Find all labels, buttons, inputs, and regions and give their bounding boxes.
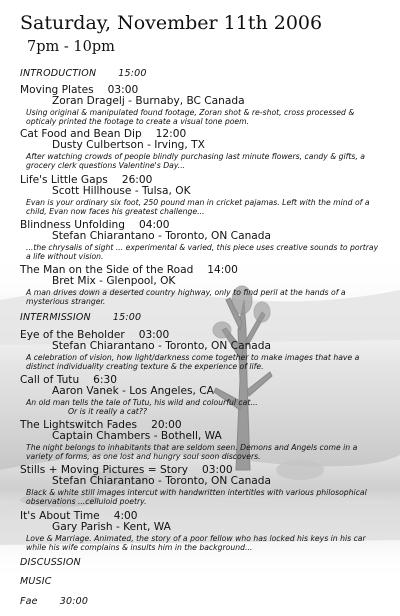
film-author: Bret Mix - Glenpool, OK (52, 275, 176, 287)
film-author: Aaron Vanek - Los Angeles, CA (52, 385, 214, 397)
film-title-text: Stills + Moving Pictures = Story (20, 464, 189, 476)
film-author: Stefan Chiarantano - Toronto, ON Canada (52, 340, 271, 352)
film-entry (20, 464, 390, 507)
section-time: 15:00 (112, 312, 142, 323)
film-author: Stefan Chiarantano - Toronto, ON Canada (52, 475, 271, 487)
film-duration: 03:00 (138, 329, 170, 341)
film-title-text: Cat Food and Bean Dip (20, 128, 142, 140)
section-label: MUSIC (20, 576, 52, 587)
film-entry (20, 174, 390, 217)
film-entry (20, 264, 390, 307)
film-title-text: Call of Tutu (20, 374, 80, 386)
film-entry (20, 419, 390, 462)
film-description: Black & white still images intercut with handwritten intertitles with various philosophical observations ...celluloid poetry. (26, 488, 367, 507)
film-author: Dusty Culbertson - Irving, TX (52, 139, 205, 151)
film-entry (20, 219, 390, 262)
film-description: Using original & manipulated found footage, Zoran shot & re-shot, cross processed & opticaly printed the footage to create a visual tone poem. (26, 108, 355, 127)
film-description: An old man tells the tale of Tutu, his wild and colourful cat... (26, 398, 258, 407)
section-label: DISCUSSION (20, 557, 81, 568)
film-entry (20, 374, 390, 417)
film-duration: 26:00 (121, 174, 153, 186)
film-title-text: The Lightswitch Fades (20, 419, 138, 431)
film-entry (20, 128, 390, 171)
film-duration: 12:00 (155, 128, 187, 140)
film-title-text: Blindness Unfolding (20, 219, 125, 231)
film-description: A celebration of vision, how light/darkness come together to make images that have a distinct individuality creating texture & the experience of life. (26, 353, 360, 372)
film-duration: 20:00 (151, 419, 182, 431)
section-introduction (20, 68, 147, 80)
section-label: INTERMISSION (20, 312, 91, 323)
film-duration: 4:00 (113, 510, 138, 522)
film-description-continued: Or is it really a cat?? (68, 407, 147, 417)
section-intermission (20, 312, 141, 324)
film-description: A man drives down a deserted country highway, only to find peril at the hands of a mysterious stranger. (26, 288, 346, 307)
section-fae (20, 596, 88, 608)
film-duration: 14:00 (207, 264, 238, 276)
film-title-text: Moving Plates (20, 84, 94, 96)
section-label: Fae (20, 596, 38, 607)
film-duration: 04:00 (138, 219, 170, 231)
film-author: Stefan Chiarantano - Toronto, ON Canada (52, 230, 271, 242)
film-author: Gary Parish - Kent, WA (52, 521, 171, 533)
event-hours: 7pm - 10pm (27, 39, 115, 55)
page-title: Saturday, November 11th 2006 (20, 12, 323, 34)
film-description: After watching crowds of people blindly purchasing last minute flowers, candy & gifts, a grocery clerk questions Valentine's Day... (26, 152, 365, 171)
film-title-text: Life's Little Gaps (20, 174, 108, 186)
film-description: Evan is your ordinary six foot, 250 pound man in cricket pajamas. Left with the mind of a child, Evan now faces his greatest challenge... (26, 198, 370, 217)
film-title-text: Eye of the Beholder (20, 329, 125, 341)
film-entry (20, 329, 390, 372)
film-duration: 03:00 (202, 464, 233, 476)
section-discussion (20, 557, 81, 569)
section-label: INTRODUCTION (20, 68, 97, 79)
film-author: Captain Chambers - Bothell, WA (52, 430, 222, 442)
section-time: 30:00 (59, 596, 89, 607)
film-author: Zoran Dragelj - Burnaby, BC Canada (52, 95, 245, 107)
film-title-text: It's About Time (20, 510, 100, 522)
film-description: The night belongs to inhabitants that are seldom seen. Demons and Angels come in a variety of forms, as one lost and hungry soul soon discovers. (26, 443, 358, 462)
film-description: ...the chrysalis of sight ... experimental & varied, this piece uses creative sounds to portray a life without vision. (26, 243, 379, 262)
section-music (20, 576, 52, 588)
film-description: Love & Marriage. Animated, the story of a poor fellow who has locked his keys in his car while his wife complains & insults him in the background... (26, 534, 366, 553)
film-entry (20, 84, 390, 127)
film-duration: 6:30 (93, 374, 117, 386)
film-duration: 03:00 (107, 84, 139, 96)
film-entry (20, 510, 390, 553)
film-author: Scott Hillhouse - Tulsa, OK (52, 185, 191, 197)
film-title-text: The Man on the Side of the Road (20, 264, 194, 276)
section-time: 15:00 (118, 68, 147, 79)
